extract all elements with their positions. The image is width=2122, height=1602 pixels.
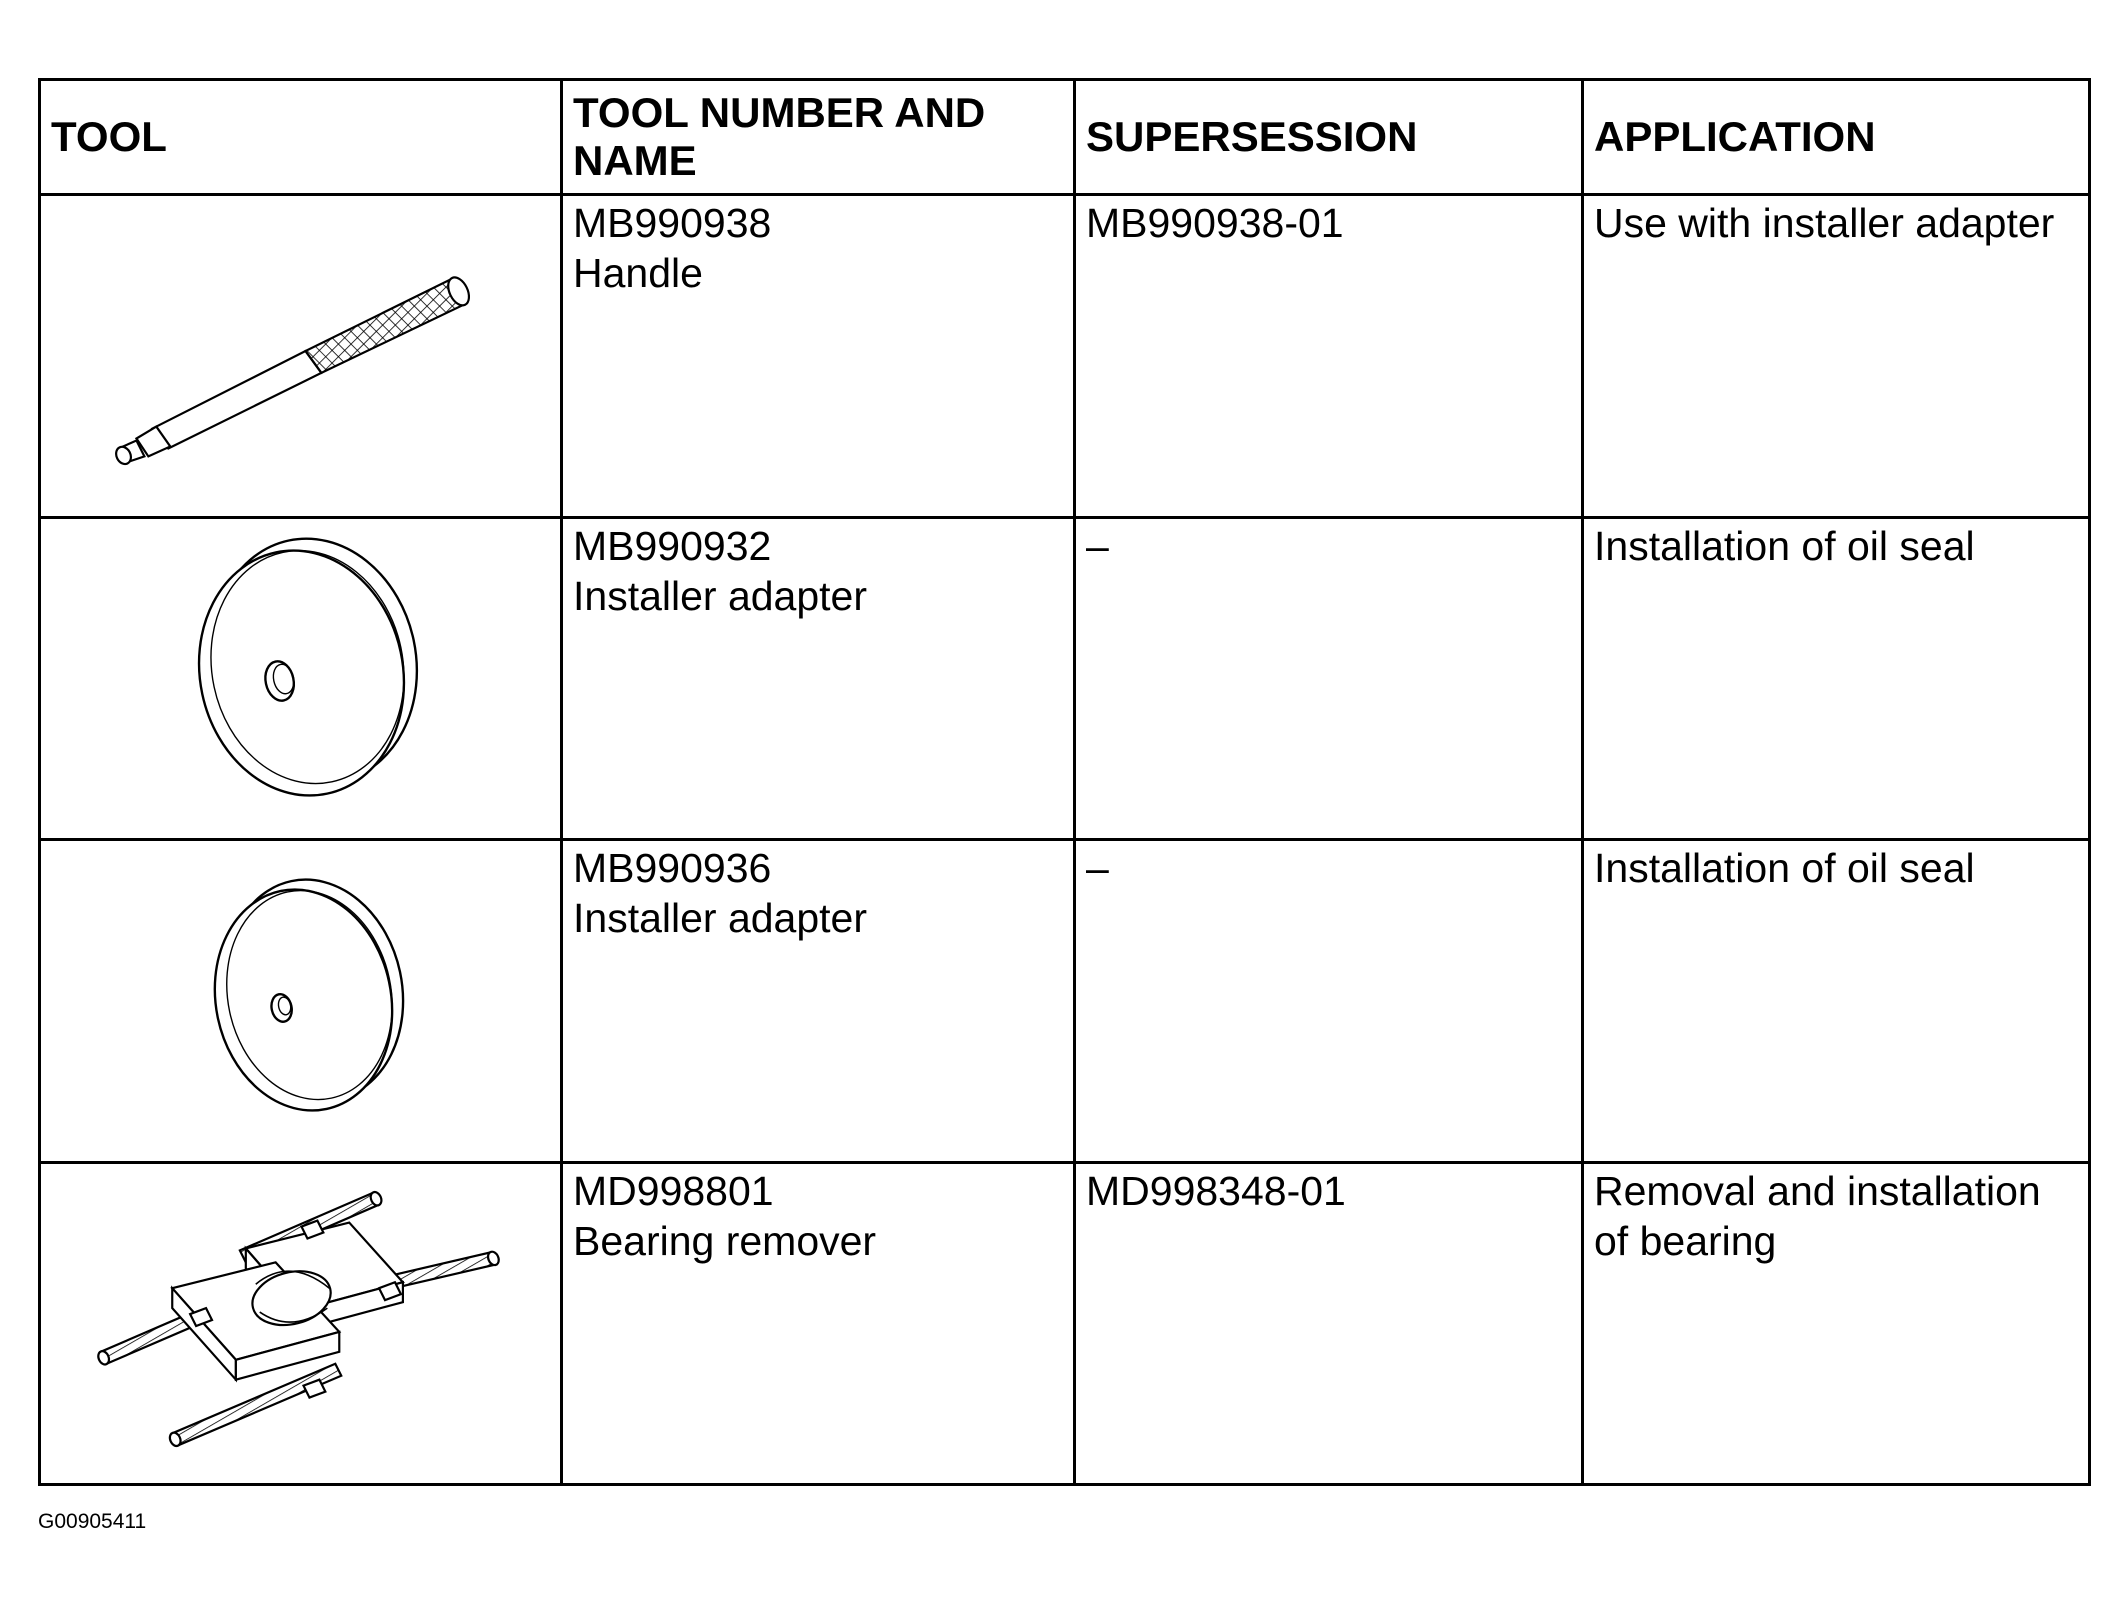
- application-text: Installation of oil seal: [1594, 522, 1975, 569]
- tool-name: Handle: [573, 250, 703, 296]
- table-row: [40, 517, 2090, 840]
- figure-code: G00905411: [38, 1510, 147, 1533]
- tool-number: MB990932: [573, 522, 772, 569]
- supersession-value: –: [1086, 845, 1109, 891]
- table-row: [40, 840, 2090, 1163]
- application-cell: [1583, 840, 2090, 1163]
- supersession-cell: [1075, 840, 1583, 1163]
- tool-number-and-name-cell: [562, 195, 1075, 518]
- installer-adapter-icon: [41, 842, 560, 1160]
- tool-name: Installer adapter: [573, 572, 868, 619]
- tool-number-and-name-cell: [562, 840, 1075, 1163]
- table-row: [40, 1162, 2090, 1485]
- table-header-row: [40, 80, 2090, 195]
- application-cell: [1583, 1162, 2090, 1485]
- application-text: Removal and installation: [1594, 1167, 2041, 1214]
- tool-number-and-name-cell: [562, 1162, 1075, 1485]
- header-tool: TOOL: [40, 80, 562, 195]
- bearing-remover-icon: [41, 1164, 560, 1482]
- header-application: APPLICATION: [1583, 80, 2090, 195]
- application-text: Installation of oil seal: [1594, 845, 1975, 891]
- special-tools-table: [38, 78, 2091, 1486]
- supersession-value: MB990938-01: [1086, 200, 1344, 246]
- header-supersession: SUPERSESSION: [1075, 80, 1583, 195]
- supersession-value: –: [1086, 522, 1109, 569]
- installer-adapter-icon: [41, 519, 560, 837]
- application-cell: [1583, 195, 2090, 518]
- tool-image-cell: [40, 1162, 562, 1485]
- application-text: Use with installer adapter: [1594, 200, 2055, 246]
- tool-name: Installer adapter: [573, 895, 868, 941]
- tool-number: MB990938: [573, 200, 772, 246]
- table-row: [40, 195, 2090, 518]
- tool-image-cell: [40, 840, 562, 1163]
- application-text-continued: of bearing: [1594, 1217, 1777, 1264]
- tool-name: Bearing remover: [573, 1217, 877, 1264]
- header-tool-number-and-name: TOOL NUMBER AND NAME: [562, 80, 1075, 195]
- supersession-cell: [1075, 1162, 1583, 1485]
- supersession-cell: [1075, 517, 1583, 840]
- supersession-cell: [1075, 195, 1583, 518]
- tool-number: MB990936: [573, 845, 772, 891]
- tool-image-cell: [40, 517, 562, 840]
- application-cell: [1583, 517, 2090, 840]
- tool-number-and-name-cell: [562, 517, 1075, 840]
- tool-number: MD998801: [573, 1167, 774, 1214]
- tool-image-cell: [40, 195, 562, 518]
- handle-tool-icon: [41, 197, 560, 515]
- supersession-value: MD998348-01: [1086, 1167, 1346, 1214]
